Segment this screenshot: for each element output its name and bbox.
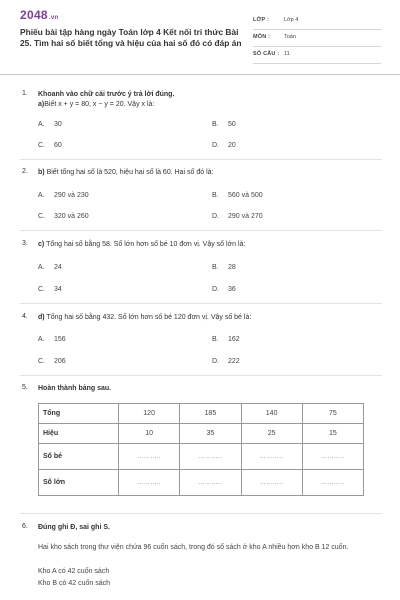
table-cell: 35 (180, 424, 241, 444)
question-part-label: b) (38, 169, 45, 176)
blank-placeholder: ……….. (198, 480, 223, 486)
question-text (38, 240, 378, 250)
option-letter: B. (212, 192, 219, 199)
table-row-tong (39, 404, 364, 424)
meta-label: SỐ CÂU : (253, 51, 280, 57)
option-value: 206 (54, 358, 66, 365)
question-instruction: Khoanh vào chữ cái trước ý trả lời đúng. (38, 91, 175, 98)
blank-placeholder: ……….. (137, 480, 162, 486)
question-number: 4. (22, 313, 28, 320)
meta-value: Toán (284, 34, 296, 40)
meta-label: LỚP : (253, 17, 269, 23)
question-body: Biết x + y = 80, x − y = 20. Vậy x là: (44, 101, 155, 108)
blank-cell[interactable] (241, 470, 302, 496)
option-value: 24 (54, 264, 62, 271)
question-divider (20, 303, 382, 304)
option-letter: D. (212, 286, 219, 293)
meta-value: Lớp 4 (284, 17, 299, 23)
option-value: 222 (228, 358, 240, 365)
option-value: 320 và 260 (54, 213, 89, 220)
option-value: 162 (228, 336, 240, 343)
worksheet-meta (253, 14, 381, 65)
statement-line: Kho A có 42 cuốn sách (38, 568, 110, 575)
blank-placeholder: ……….. (137, 454, 162, 460)
option-letter: A. (38, 192, 45, 199)
blank-placeholder: ……….. (259, 480, 284, 486)
table-cell: 75 (302, 404, 363, 424)
blank-cell[interactable] (302, 444, 363, 470)
meta-row-subject (253, 31, 381, 47)
option-letter: A. (38, 264, 45, 271)
meta-label: MÔN : (253, 34, 271, 40)
question-number: 5. (22, 384, 28, 391)
blank-cell[interactable] (119, 444, 180, 470)
blank-cell[interactable] (241, 444, 302, 470)
table-cell: 140 (241, 404, 302, 424)
blank-placeholder: ……….. (320, 480, 345, 486)
table-cell: 25 (241, 424, 302, 444)
table-cell: 10 (119, 424, 180, 444)
option-value: 560 và 500 (228, 192, 263, 199)
option-letter: C. (38, 142, 45, 149)
table-row-hieu (39, 424, 364, 444)
worksheet-title: Phiếu bài tập hàng ngày Toán lớp 4 Kết nối tri thức Bài 25. Tìm hai số biết tổng và hiệu của hai số đó có đáp án (20, 27, 242, 48)
option-value: 28 (228, 264, 236, 271)
question-instruction: Hoàn thành bảng sau. (38, 385, 112, 392)
table-cell: 15 (302, 424, 363, 444)
option-letter: D. (212, 142, 219, 149)
blank-cell[interactable] (180, 470, 241, 496)
question-text (38, 168, 378, 178)
question-text (38, 90, 378, 110)
question-part-label: d) (38, 314, 45, 321)
option-value: 50 (228, 121, 236, 128)
worksheet-header (0, 0, 400, 72)
option-letter: C. (38, 286, 45, 293)
question-number: 6. (22, 523, 28, 530)
row-header: Hiệu (39, 424, 119, 444)
table-row-solon (39, 470, 364, 496)
question-number: 2. (22, 168, 28, 175)
option-letter: B. (212, 121, 219, 128)
question-number: 3. (22, 240, 28, 247)
logo-text: 2048 (20, 8, 48, 22)
meta-row-class (253, 14, 381, 30)
question-part-label: a) (38, 101, 45, 108)
table-cell: 120 (119, 404, 180, 424)
option-letter: D. (212, 358, 219, 365)
statement-line: Kho B có 42 cuốn sách (38, 580, 110, 587)
option-value: 30 (54, 121, 62, 128)
option-value: 20 (228, 142, 236, 149)
blank-placeholder: ……….. (320, 454, 345, 460)
question-body: Tổng hai số bằng 58. Số lớn hơn số bé 10 đơn vị. Vậy số lớn là: (46, 241, 246, 248)
table-cell: 185 (180, 404, 241, 424)
blank-cell[interactable] (302, 470, 363, 496)
logo-suffix: .vn (48, 15, 59, 21)
blank-cell[interactable] (180, 444, 241, 470)
blank-cell[interactable] (119, 470, 180, 496)
question-number: 1. (22, 90, 28, 97)
question-divider (20, 159, 382, 160)
meta-value: 11 (284, 51, 290, 57)
option-letter: C. (38, 358, 45, 365)
option-letter: A. (38, 336, 45, 343)
option-value: 290 và 270 (228, 213, 263, 220)
question-divider (20, 230, 382, 231)
question-body: Biết tổng hai số là 520, hiệu hai số là 60. Hai số đó là: (46, 169, 214, 176)
table-row-sobe (39, 444, 364, 470)
header-divider (0, 74, 400, 75)
option-value: 290 và 230 (54, 192, 89, 199)
option-value: 34 (54, 286, 62, 293)
question-divider (20, 513, 382, 514)
blank-placeholder: ……….. (259, 454, 284, 460)
option-letter: B. (212, 336, 219, 343)
question-text (38, 313, 378, 323)
question-body: Tổng hai số bằng 432. Số lớn hơn số bé 120 đơn vị. Vậy số bé là: (46, 314, 252, 321)
option-letter: B. (212, 264, 219, 271)
option-letter: D. (212, 213, 219, 220)
meta-row-count (253, 48, 381, 64)
option-value: 60 (54, 142, 62, 149)
option-value: 156 (54, 336, 66, 343)
option-value: 36 (228, 286, 236, 293)
option-letter: C. (38, 213, 45, 220)
fill-in-table (38, 403, 364, 496)
question-part-label: c) (38, 241, 45, 248)
question-instruction: Đúng ghi Đ, sai ghi S. (38, 524, 110, 531)
row-header: Số bé (39, 444, 119, 470)
question-divider (20, 375, 382, 376)
row-header: Tổng (39, 404, 119, 424)
row-header: Số lớn (39, 470, 119, 496)
question-body: Hai kho sách trong thư viện chứa 96 cuốn sách, trong đó số sách ở kho A nhiều hơn kho B 12 cuốn. (38, 544, 349, 551)
option-letter: A. (38, 121, 45, 128)
site-logo[interactable] (20, 8, 58, 22)
blank-placeholder: ……….. (198, 454, 223, 460)
